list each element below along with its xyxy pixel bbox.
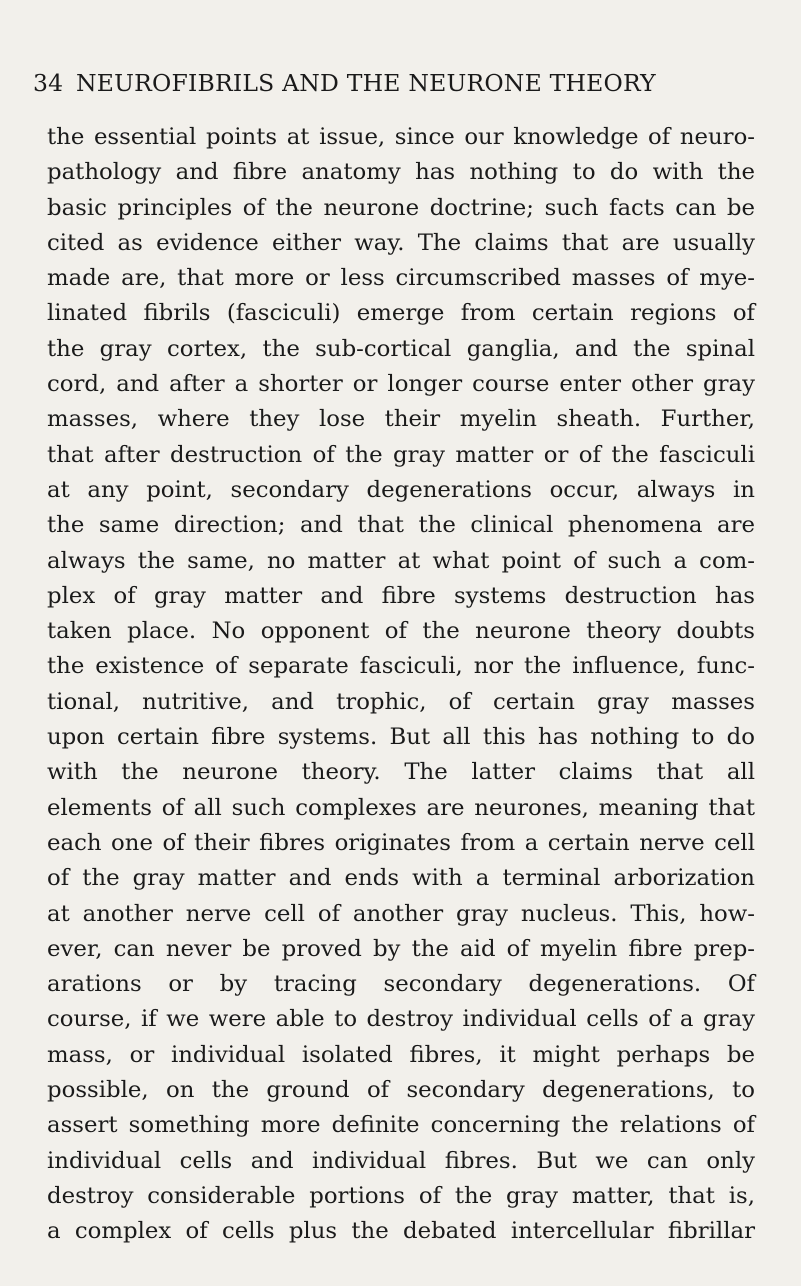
text-line: that after destruction of the gray matter or of the fasciculi xyxy=(47,441,755,468)
text-line: upon certain fibre systems. But all this has nothing to do xyxy=(47,724,755,751)
text-line: the essential points at issue, since our knowledge of neuro- xyxy=(47,124,755,150)
text-line: at another nerve cell of another gray nucleus. This, how- xyxy=(47,900,755,927)
text-line: plex of gray matter and fibre systems destruction has xyxy=(47,582,755,609)
text-line: course, if we were able to destroy individual cells of a gray xyxy=(47,1006,755,1033)
text-line: cord, and after a shorter or longer course enter other gray xyxy=(47,371,755,398)
text-line: with the neurone theory. The latter claims that all xyxy=(47,759,755,786)
text-line: mass, or individual isolated fibres, it might perhaps be xyxy=(47,1041,755,1068)
page-number: 34 xyxy=(33,69,64,97)
text-line: linated fibrils (fasciculi) emerge from certain regions of xyxy=(47,300,755,327)
text-line: pathology and fibre anatomy has nothing to do with the xyxy=(47,159,755,186)
text-line: possible, on the ground of secondary degenerations, to xyxy=(47,1077,755,1104)
text-line: cited as evidence either way. The claims that are usually xyxy=(47,229,755,256)
text-line: each one of their fibres originates from a certain nerve cell xyxy=(47,829,755,856)
body-text xyxy=(47,120,755,1250)
text-line: the gray cortex, the sub-cortical ganglia, and the spinal xyxy=(47,335,755,362)
running-head xyxy=(33,63,753,103)
text-line: at any point, secondary degenerations occur, always in xyxy=(47,476,755,503)
running-title: NEUROFIBRILS AND THE NEURONE THEORY xyxy=(76,69,656,97)
text-line: individual cells and individual fibres. But we can only xyxy=(47,1147,755,1174)
text-line: of the gray matter and ends with a terminal arborization xyxy=(47,865,755,892)
text-line: tional, nutritive, and trophic, of certain gray masses xyxy=(47,688,755,715)
text-line: ever, can never be proved by the aid of myelin fibre prep- xyxy=(47,935,755,962)
text-line: made are, that more or less circumscribed masses of mye- xyxy=(47,265,755,292)
text-line: masses, where they lose their myelin sheath. Further, xyxy=(47,406,755,433)
text-line: the same direction; and that the clinical phenomena are xyxy=(47,512,755,539)
text-line: assert something more definite concerning the relations of xyxy=(47,1112,755,1139)
text-line: arations or by tracing secondary degenerations. Of xyxy=(47,971,755,998)
text-line: a complex of cells plus the debated intercellular fibrillar xyxy=(47,1218,755,1245)
text-line: taken place. No opponent of the neurone theory doubts xyxy=(47,618,755,645)
text-line: the existence of separate fasciculi, nor the influence, func- xyxy=(47,653,755,680)
text-line: basic principles of the neurone doctrine; such facts can be xyxy=(47,194,755,221)
text-line: destroy considerable portions of the gray matter, that is, xyxy=(47,1182,755,1209)
text-line: elements of all such complexes are neurones, meaning that xyxy=(47,794,755,821)
text-line: always the same, no matter at what point of such a com- xyxy=(47,547,755,574)
